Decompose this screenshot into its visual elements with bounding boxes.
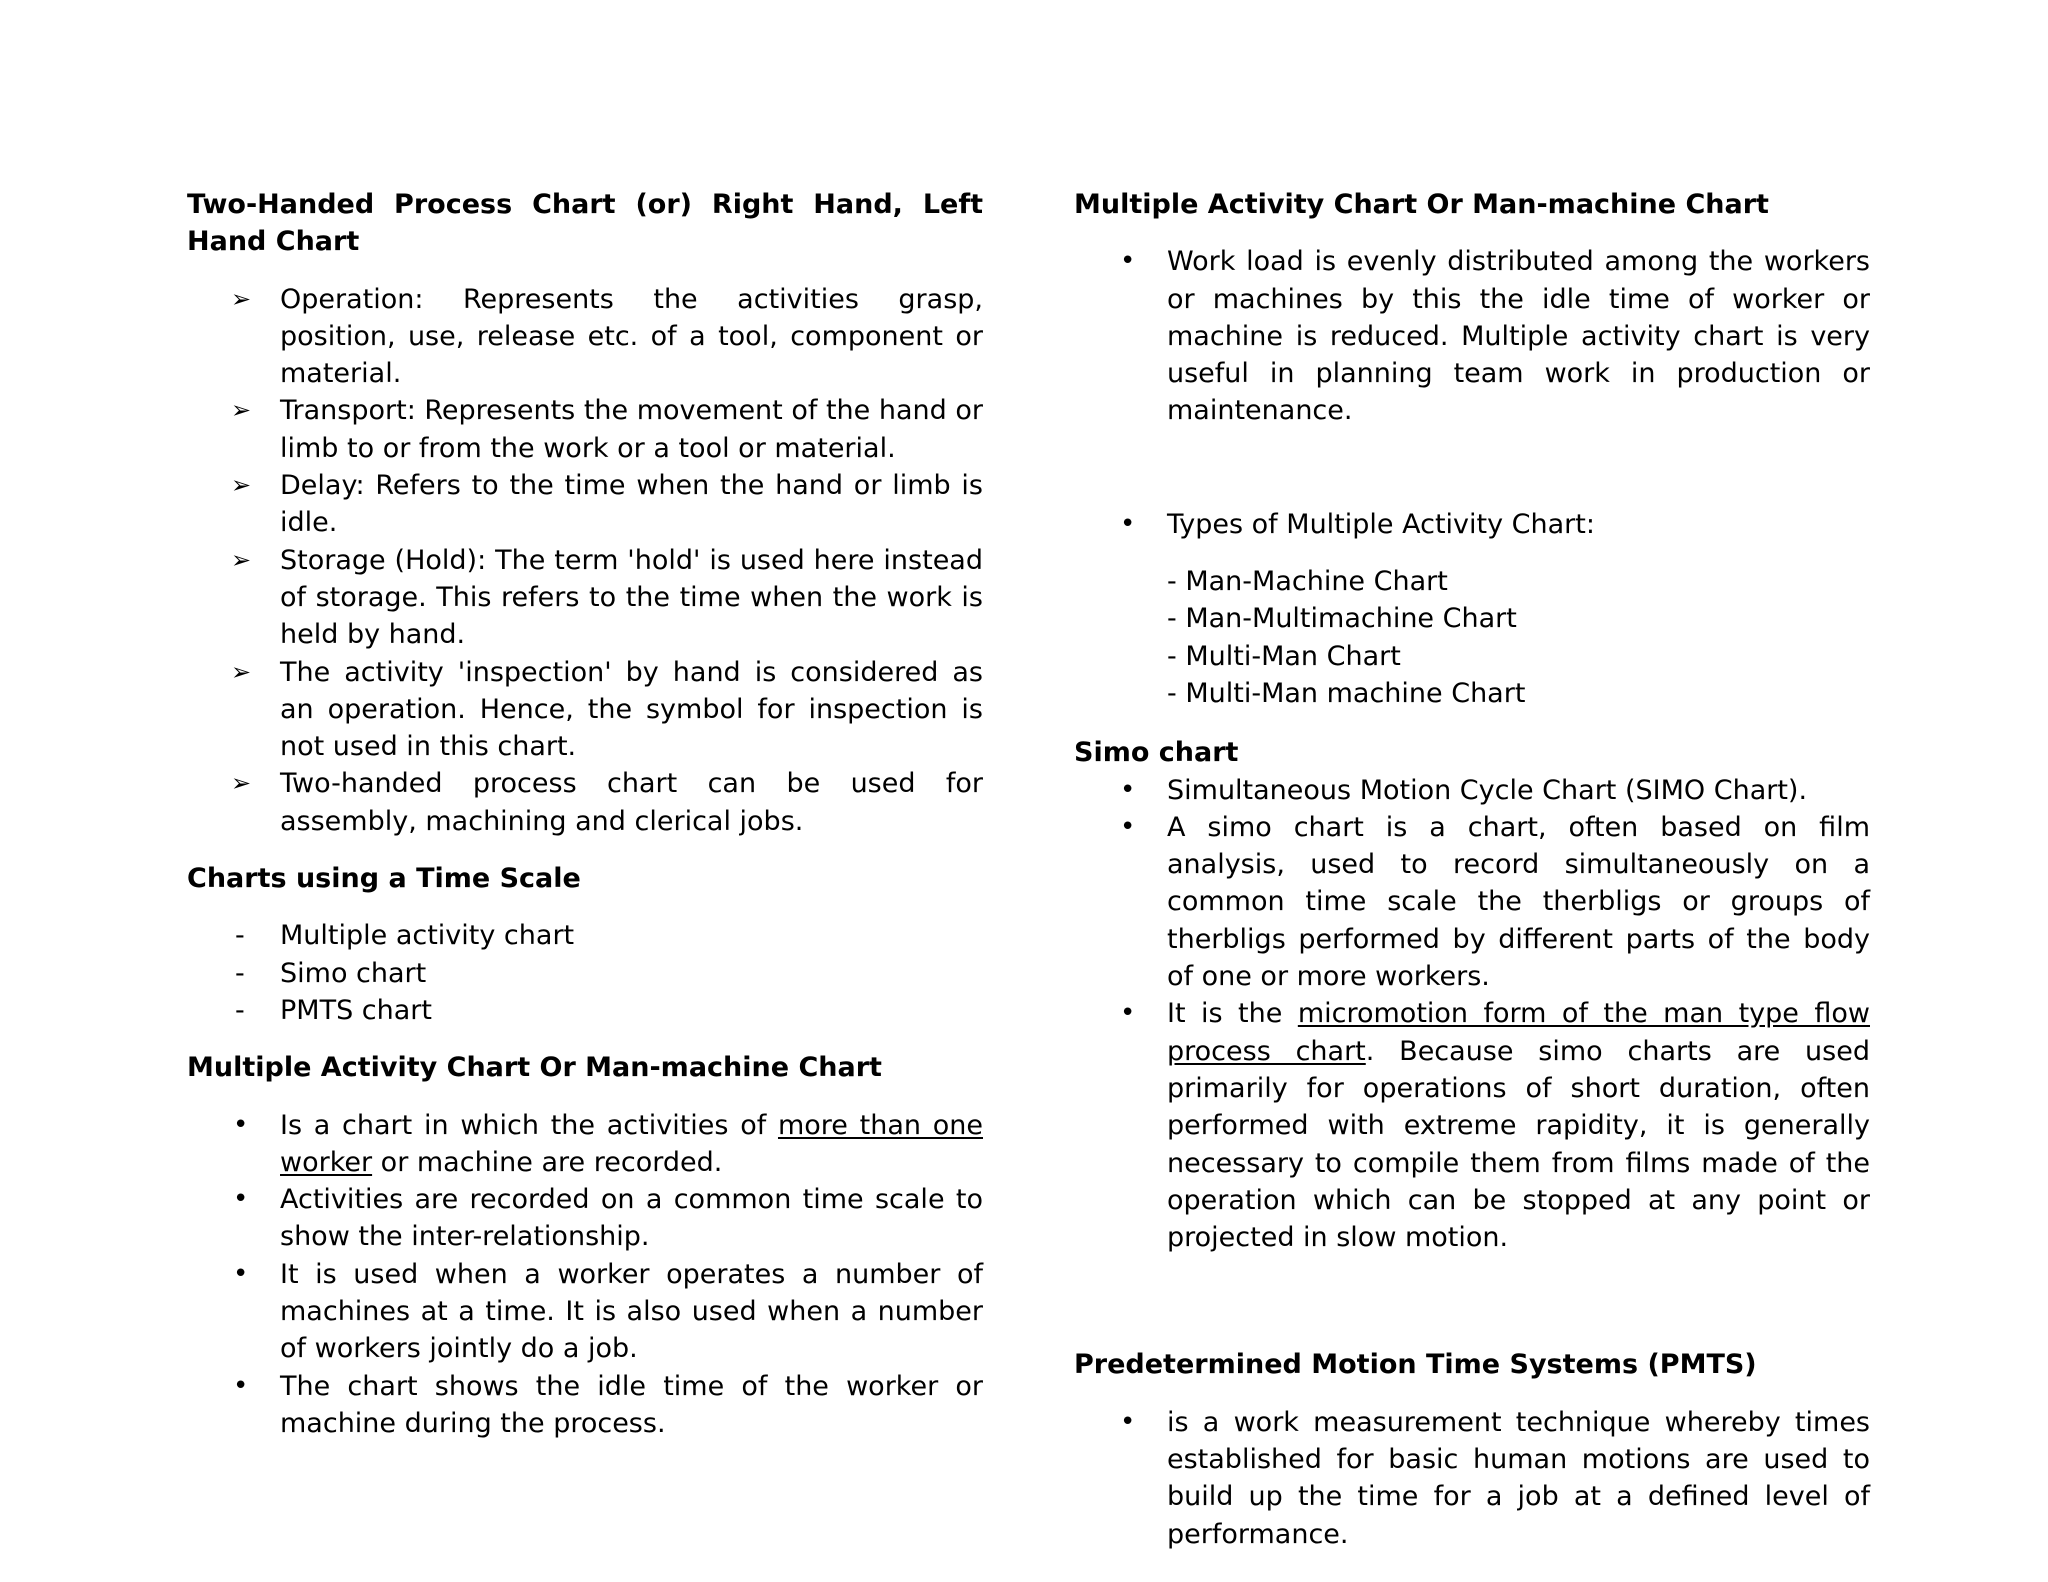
dot-bullet-icon: • xyxy=(1120,508,1136,539)
list-item: - Simo chart xyxy=(187,955,983,992)
heading-multiple-activity-chart: Multiple Activity Chart Or Man-machine Chart xyxy=(1074,189,1769,220)
simo-list xyxy=(1074,772,1870,1257)
heading-pmts: Predetermined Motion Time Systems (PMTS) xyxy=(1074,1349,1757,1381)
dash-bullet-icon: - xyxy=(235,957,245,989)
list-item: - Multiple activity chart xyxy=(187,917,983,954)
arrow-bullet-icon: ➢ xyxy=(231,545,252,574)
chart-type-item: - Man-Multimachine Chart xyxy=(1167,603,1517,635)
list-item: ➢ Transport: Represents the movement of the hand or limb to or from the work or a tool or material. xyxy=(187,392,983,467)
list-item: ➢ Delay: Refers to the time when the hand or limb is idle. xyxy=(187,467,983,542)
list-item: • Work load is evenly distributed among the workers or machines by this the idle time of worker or machine is reduced. Multiple activity chart is very useful in planning team work in production or maintenance. xyxy=(1074,243,1870,429)
dot-bullet-icon: • xyxy=(1120,774,1136,805)
workload-list xyxy=(1074,243,1870,429)
list-item: - PMTS chart xyxy=(187,992,983,1029)
dot-bullet-icon: • xyxy=(1120,811,1136,842)
arrow-bullet-icon: ➢ xyxy=(231,396,252,425)
list-item: • A simo chart is a chart, often based on film analysis, used to record simultaneously on a common time scale the therbligs or groups of therbligs performed by different parts of the body of one or more workers. xyxy=(1074,809,1870,995)
arrow-bullet-icon: ➢ xyxy=(231,657,252,686)
pmts-list xyxy=(1074,1404,1870,1553)
list-item: • Simultaneous Motion Cycle Chart (SIMO Chart). xyxy=(1074,772,1870,809)
dot-bullet-icon: • xyxy=(233,1370,249,1401)
dot-bullet-icon: • xyxy=(1120,246,1136,277)
list-item: • Is a chart in which the activities of more than one worker or machine are recorded. xyxy=(187,1107,983,1182)
dot-bullet-icon: • xyxy=(1120,998,1136,1029)
time-scale-chart-list xyxy=(187,917,983,1029)
multiple-activity-list xyxy=(187,1107,983,1443)
arrow-bullet-icon: ➢ xyxy=(231,471,252,500)
chart-type-item: - Man-Machine Chart xyxy=(1167,566,1448,598)
chart-types xyxy=(1074,563,1870,712)
list-item: • It is the micromotion form of the man type flow process chart. Because simo charts are used primarily for operations of short duration, often performed with extreme rapidity, it is generally necessary to compile them from films made of the operation which can be stopped at any point or projected in slow motion. xyxy=(1074,995,1870,1256)
dot-bullet-icon: • xyxy=(233,1109,249,1140)
list-item: ➢ The activity 'inspection' by hand is considered as an operation. Hence, the symbol for inspection is not used in this chart. xyxy=(187,654,983,766)
list-item: ➢ Operation: Represents the activities grasp, position, use, release etc. of a tool, component or material. xyxy=(187,281,983,393)
dot-bullet-icon: • xyxy=(1120,1406,1136,1437)
list-item: • Types of Multiple Activity Chart: xyxy=(1074,506,1870,543)
underlined-text: more than one worker xyxy=(280,1109,983,1178)
list-item: • It is used when a worker operates a number of machines at a time. It is also used when a number of workers jointly do a job. xyxy=(187,1256,983,1368)
chart-type-item: - Multi-Man Chart xyxy=(1167,640,1401,672)
arrow-bullet-icon: ➢ xyxy=(231,284,252,313)
left-column xyxy=(187,186,983,1442)
heading-two-handed-process-chart: Two-Handed Process Chart (or) Right Hand, Left Hand Chart xyxy=(187,189,983,258)
dot-bullet-icon: • xyxy=(233,1258,249,1289)
heading-multiple-activity-chart: Multiple Activity Chart Or Man-machine Chart xyxy=(187,1052,882,1084)
heading-charts-time-scale: Charts using a Time Scale xyxy=(187,863,581,895)
right-column xyxy=(1074,186,1870,1553)
list-item: • The chart shows the idle time of the worker or machine during the process. xyxy=(187,1368,983,1443)
arrow-bullet-icon: ➢ xyxy=(231,769,252,798)
types-list xyxy=(1074,506,1870,543)
two-handed-chart-list xyxy=(187,281,983,840)
chart-type-item: - Multi-Man machine Chart xyxy=(1167,677,1526,709)
list-item: • Activities are recorded on a common time scale to show the inter-relationship. xyxy=(187,1181,983,1256)
dash-bullet-icon: - xyxy=(235,920,245,952)
list-item: ➢ Two-handed process chart can be used for assembly, machining and clerical jobs. xyxy=(187,765,983,840)
list-item: • is a work measurement technique whereby times established for basic human motions are used to build up the time for a job at a defined level of performance. xyxy=(1074,1404,1870,1553)
dot-bullet-icon: • xyxy=(233,1184,249,1215)
underlined-text: micromotion form of the man type flow process chart xyxy=(1167,998,1870,1067)
dash-bullet-icon: - xyxy=(235,994,245,1026)
heading-simo-chart: Simo chart xyxy=(1074,737,1239,769)
list-item: ➢ Storage (Hold): The term 'hold' is used here instead of storage. This refers to the time when the work is held by hand. xyxy=(187,542,983,654)
